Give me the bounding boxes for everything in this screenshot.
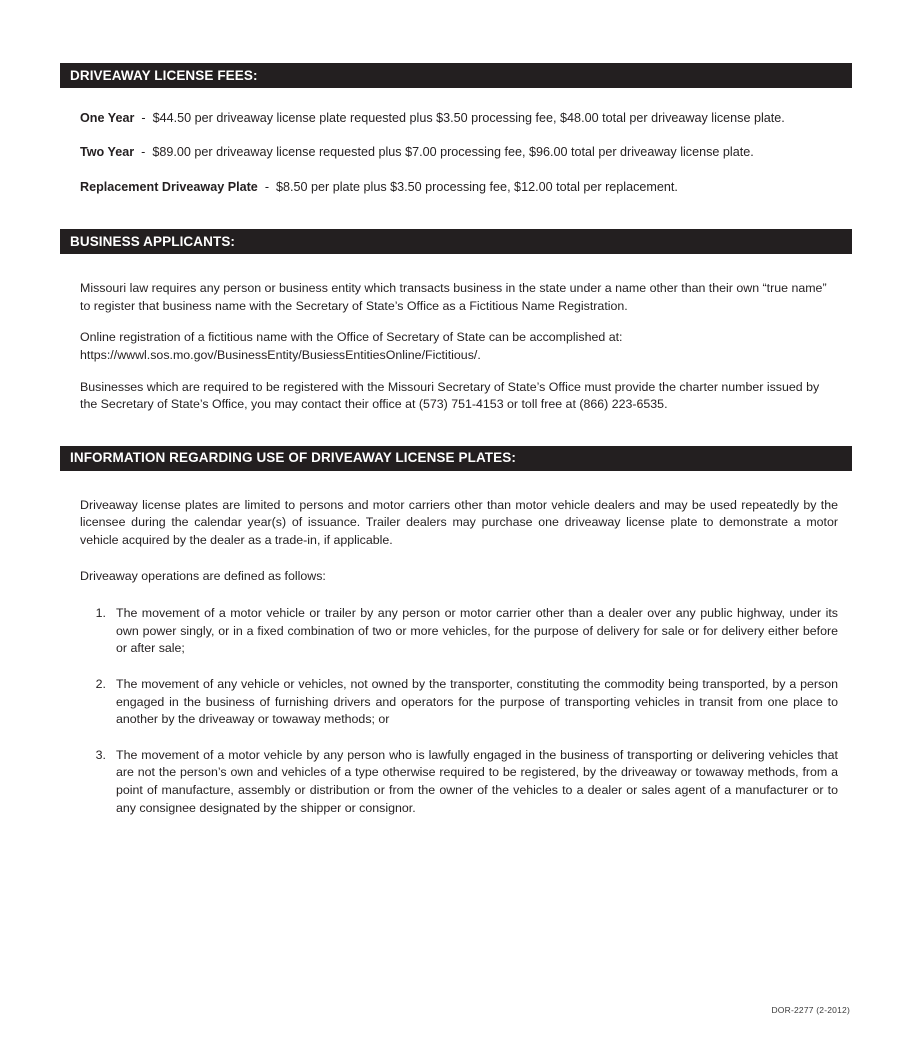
fee-list bbox=[80, 110, 838, 195]
section-information-regarding-use bbox=[60, 446, 852, 818]
list-item-text: The movement of a motor vehicle by any person who is lawfully engaged in the business of transporting or delivering vehicles that are not the person’s own and vehicles of a type otherwise required to be registered, by the driveaway or towaway methods, from a point of manufacture, assembly or distribution or from the owner of the vehicles to a dealer or sales agent of a manufacturer or to any consignee designated by the shipper or consignor. bbox=[116, 747, 838, 815]
spacer bbox=[80, 126, 838, 144]
list-item-text: The movement of a motor vehicle or trailer by any person or motor carrier other than a dealer over any public highway, under its own power singly, or in a fixed combination of two or more vehicles, for the purpose of delivery for sale or for delivery either before or after sale; bbox=[116, 606, 838, 656]
section-body-information bbox=[60, 497, 852, 818]
list-item-number: 2. bbox=[95, 677, 106, 691]
list-item-number: 1. bbox=[95, 606, 106, 621]
spacer bbox=[80, 729, 838, 747]
spacer bbox=[60, 254, 852, 280]
paragraph-operations-lead-in: Driveaway operations are defined as follows: bbox=[80, 568, 326, 583]
fee-line-replacement-plate bbox=[80, 179, 838, 195]
fee-description: $44.50 per driveaway license plate requested plus $3.50 processing fee, $48.00 total per driveaway license plate. bbox=[152, 111, 785, 125]
section-business-applicants bbox=[60, 229, 852, 414]
driveaway-operations-list bbox=[80, 605, 838, 817]
section-header-bar-fees bbox=[60, 63, 852, 88]
section-header-bar-information bbox=[60, 446, 852, 471]
section-heading-fees: DRIVEAWAY LICENSE FEES: bbox=[70, 67, 258, 83]
fee-term: Two Year bbox=[80, 145, 135, 160]
form-number-footer: DOR-2277 (2-2012) bbox=[771, 1005, 850, 1015]
section-driveaway-license-fees bbox=[60, 63, 852, 195]
paragraph-fictitious-name-law: Missouri law requires any person or business entity which transacts business in the state under a name other than their own “true name” to register that business name with the Secretary of State’s Office as a Fictitious Name Registration. bbox=[80, 281, 827, 313]
fee-term: One Year bbox=[80, 111, 135, 125]
spacer bbox=[60, 88, 852, 110]
spacer bbox=[80, 550, 838, 568]
spacer bbox=[60, 471, 852, 497]
document-content bbox=[60, 63, 852, 817]
paragraph-charter-number: Businesses which are required to be registered with the Missouri Secretary of State’s Office must provide the charter number issued by the Secretary of State’s Office, you may contact their office at (573) 751-4153 or toll free at (866) 223-6535. bbox=[80, 379, 820, 412]
paragraph-plate-use-limits: Driveaway license plates are limited to persons and motor carriers other than motor vehicle dealers and may be used repeatedly by the licensee during the calendar year(s) of issuance. Trailer dealers may purchase one driveaway license plate to demonstrate a motor vehicle acquired by the dealer as a trade-in, if applicable. bbox=[80, 497, 838, 547]
section-heading-business-applicants: BUSINESS APPLICANTS: bbox=[70, 233, 236, 249]
list-item bbox=[80, 676, 838, 729]
fee-line-two-year bbox=[80, 144, 838, 160]
online-registration-text: Online registration of a fictitious name with the Office of Secretary of State can be accomplished at: bbox=[80, 330, 623, 345]
fee-dash: - bbox=[141, 145, 146, 160]
spacer bbox=[60, 195, 852, 229]
sos-registration-url[interactable]: https://wwwl.sos.mo.gov/BusinessEntity/BusiessEntitiesOnline/Fictitious/. bbox=[80, 347, 481, 362]
list-item bbox=[80, 747, 838, 817]
list-item bbox=[80, 605, 838, 658]
spacer bbox=[80, 585, 838, 605]
fee-term: Replacement Driveaway Plate bbox=[80, 179, 258, 194]
spacer bbox=[60, 414, 852, 446]
fee-description: $89.00 per driveaway license requested plus $7.00 processing fee, $96.00 total per driveaway license plate. bbox=[152, 145, 754, 160]
spacer bbox=[80, 658, 838, 676]
list-item-text: The movement of any vehicle or vehicles, not owned by the transporter, constituting the commodity being transported, by a person engaged in the business of furnishing drivers and operators for the purpose of transporting vehicles in transit from one place to another by the driveaway or towaway methods; or bbox=[116, 677, 838, 727]
fee-dash: - bbox=[264, 179, 270, 194]
section-body-business bbox=[60, 280, 852, 414]
section-header-bar-business bbox=[60, 229, 852, 254]
section-heading-information-regarding-use: INFORMATION REGARDING USE OF DRIVEAWAY LICENSE PLATES: bbox=[70, 450, 516, 466]
spacer bbox=[80, 161, 838, 179]
spacer bbox=[80, 315, 838, 329]
spacer bbox=[80, 365, 838, 379]
fee-line-one-year bbox=[80, 110, 838, 126]
section-body-fees bbox=[60, 110, 852, 195]
fee-dash: - bbox=[141, 111, 146, 125]
fee-description: $8.50 per plate plus $3.50 processing fee, $12.00 total per replacement. bbox=[276, 179, 678, 194]
paragraph-online-registration bbox=[80, 329, 838, 364]
list-item-number: 3. bbox=[95, 747, 106, 762]
